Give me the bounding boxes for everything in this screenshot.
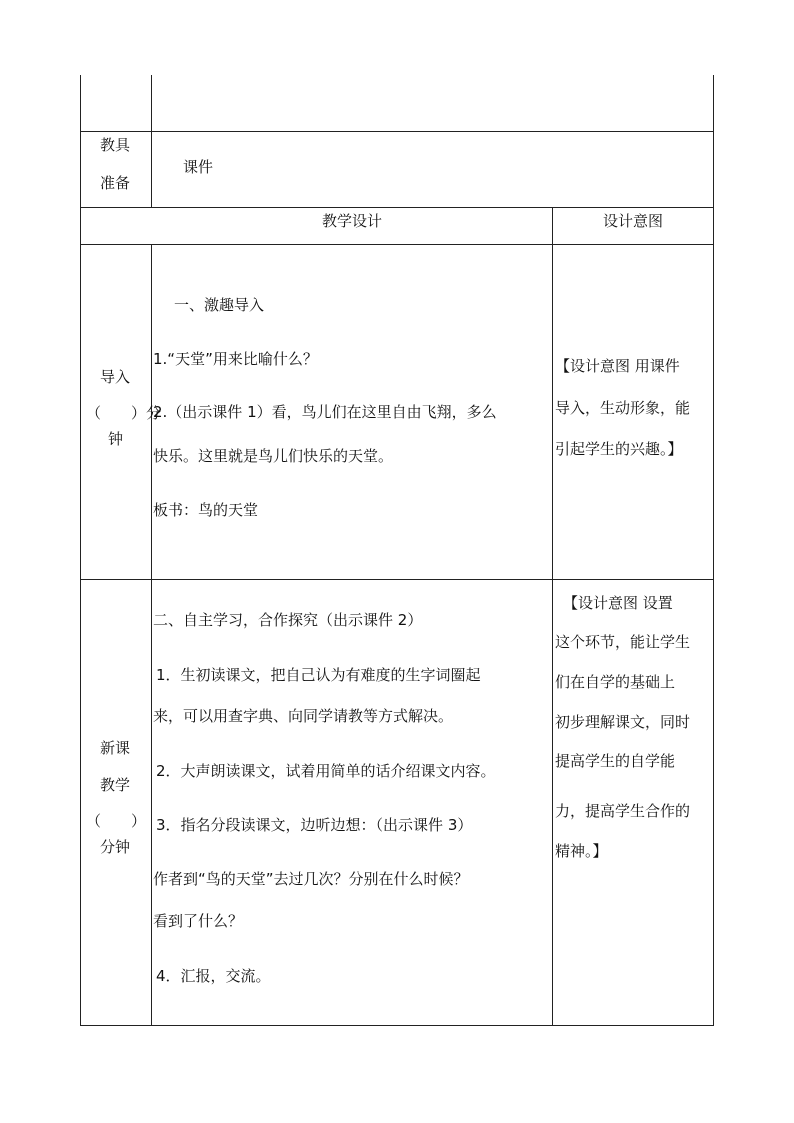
intro-item2-line1: 2.（出示课件 1）看，鸟儿们在这里自由飞翔，多么 <box>153 403 497 421</box>
intro-item1: 1.“天堂”用来比喻什么？ <box>153 350 318 368</box>
intro-label-line1: 导入 <box>100 368 131 386</box>
newlesson-intent-line6: 力，提高学生合作的 <box>555 802 691 820</box>
rule-table-bottom <box>80 1025 714 1026</box>
newlesson-intent-line3: 们在自学的基础上 <box>555 673 676 691</box>
materials-label-line1: 教具 <box>100 136 131 154</box>
rule-right <box>713 75 714 1026</box>
intro-intent-line1: 【设计意图 用课件 <box>555 357 680 375</box>
newlesson-intent-line4: 初步理解课文，同时 <box>555 713 691 731</box>
rule-header-top <box>80 207 714 208</box>
newlesson-item4: 4．汇报，交流。 <box>156 967 271 985</box>
rule-label-col-lower <box>151 244 152 1026</box>
newlesson-item3: 3．指名分段读课文，边听边想：（出示课件 3） <box>156 816 473 834</box>
intro-heading: 一、激趣导入 <box>174 296 265 314</box>
rule-materials-top <box>80 131 714 132</box>
newlesson-item1-line1: 1．生初读课文，把自己认为有难度的生字词圈起 <box>156 666 481 684</box>
newlesson-intent-line1: 【设计意图 设置 <box>563 594 673 612</box>
newlesson-item2: 2．大声朗读课文，试着用简单的话介绍课文内容。 <box>156 762 496 780</box>
newlesson-intent-line7: 精神。】 <box>555 842 608 860</box>
intro-item2-line2: 快乐。这里就是鸟儿们快乐的天堂。 <box>153 447 394 465</box>
intro-intent-line3: 引起学生的兴趣。】 <box>555 440 683 458</box>
newlesson-label-line3: （ ） <box>86 812 147 830</box>
intro-label-line2: （ ）分 <box>86 404 162 422</box>
rule-label-col-upper <box>151 75 152 208</box>
newlesson-label-line4: 分钟 <box>100 838 131 856</box>
materials-label-line2: 准备 <box>100 174 131 192</box>
header-design: 教学设计 <box>321 212 382 230</box>
rule-intent-col <box>552 207 553 1026</box>
rule-intro-bottom <box>80 579 714 580</box>
intro-label-line3: 钟 <box>108 430 124 448</box>
intro-board: 板书：鸟的天堂 <box>153 501 259 519</box>
intro-intent-line2: 导入，生动形象，能 <box>555 399 691 417</box>
newlesson-label-line2: 教学 <box>100 776 131 794</box>
newlesson-question-line1: 作者到“鸟的天堂”去过几次？分别在什么时候？ <box>153 870 469 888</box>
newlesson-question-line2: 看到了什么？ <box>153 912 244 930</box>
newlesson-label-line1: 新课 <box>100 739 131 757</box>
rule-left <box>80 75 81 1026</box>
rule-header-bottom <box>80 244 714 245</box>
newlesson-intent-line2: 这个环节，能让学生 <box>555 633 691 651</box>
header-intent: 设计意图 <box>602 212 663 230</box>
newlesson-intent-line5: 提高学生的自学能 <box>555 752 676 770</box>
newlesson-item1-line2: 来，可以用查字典、向同学请教等方式解决。 <box>153 707 454 725</box>
materials-content: 课件 <box>183 158 214 176</box>
newlesson-heading: 二、自主学习，合作探究（出示课件 2） <box>153 611 423 629</box>
